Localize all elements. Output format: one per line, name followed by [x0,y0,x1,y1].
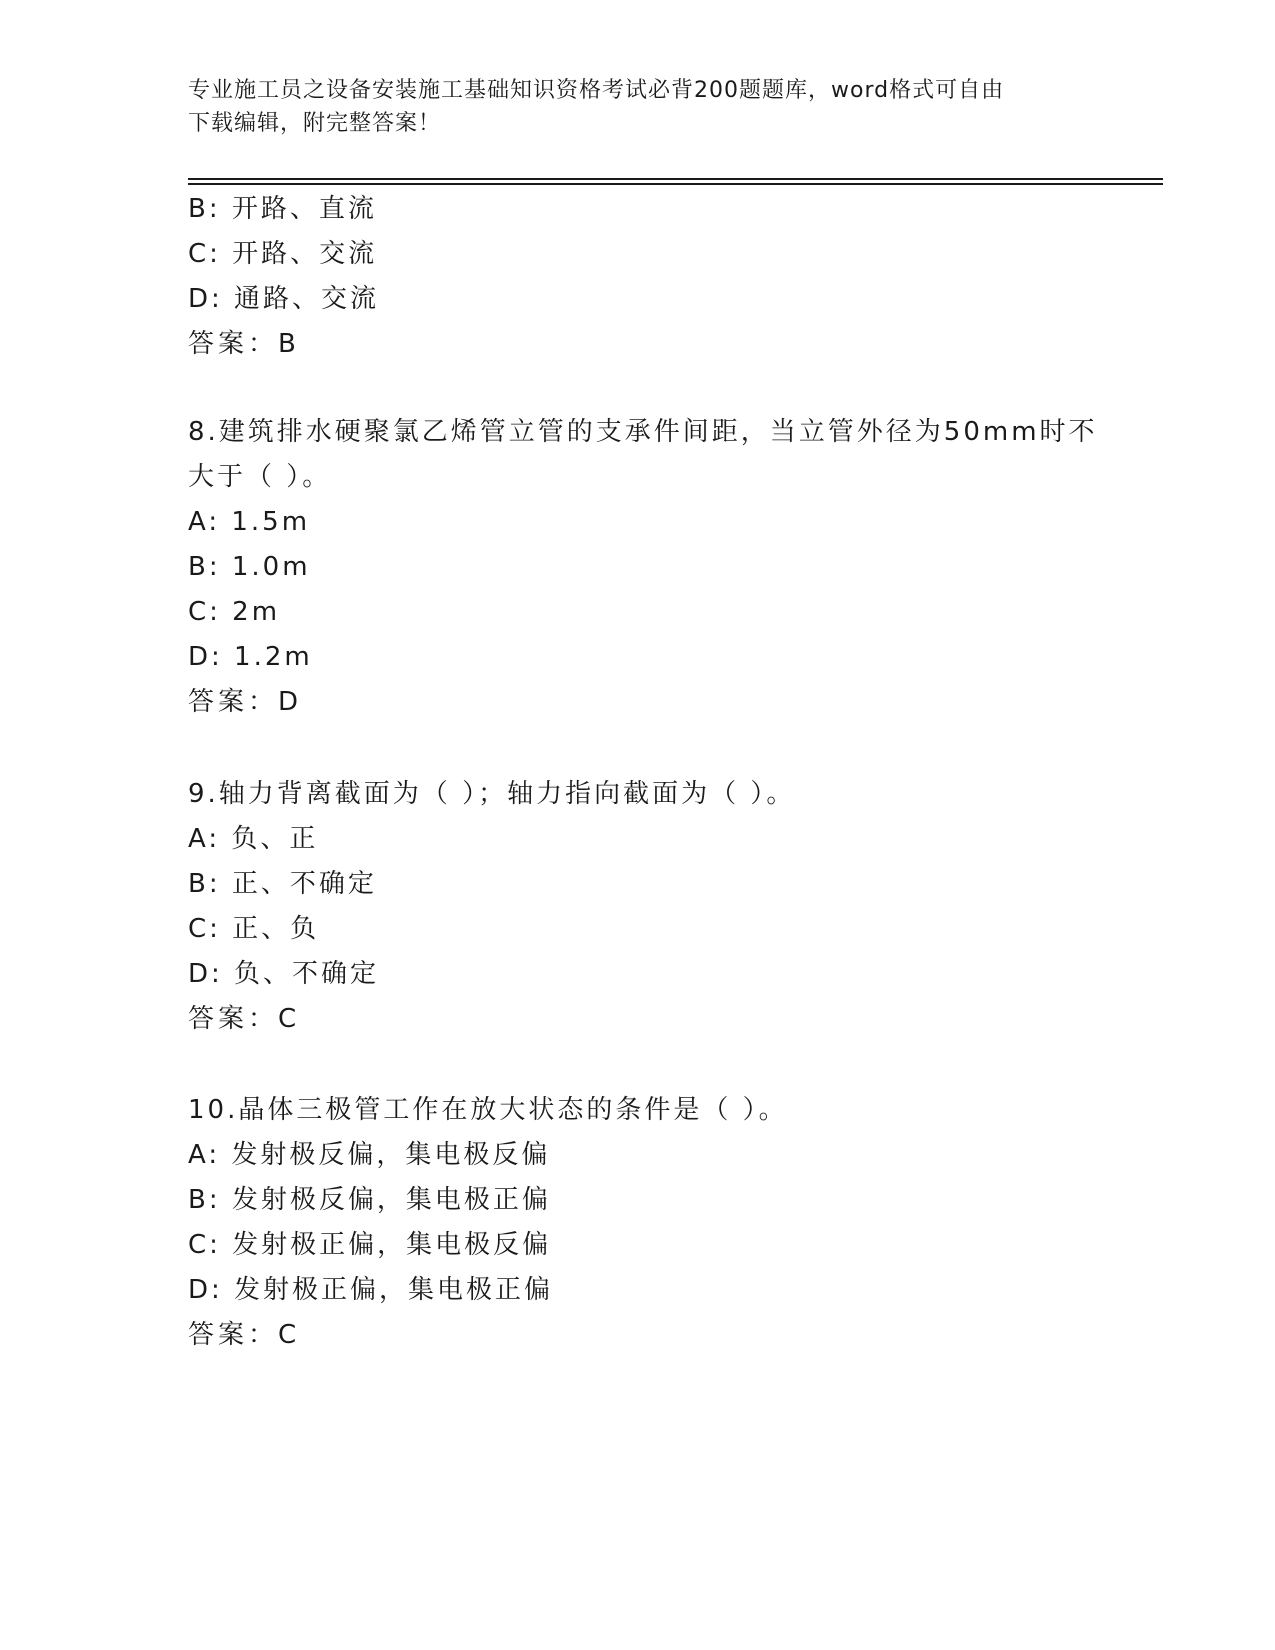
question-9-option-a: A: 负、正 [188,824,319,854]
question-10-option-d: D: 发射极正偏，集电极正偏 [188,1275,554,1305]
answer-label: 答案： [188,1320,279,1350]
question-10-text: 10.晶体三极管工作在放大状态的条件是（ ）。 [188,1095,788,1125]
question-8-text-line-1: 8.建筑排水硬聚氯乙烯管立管的支承件间距，当立管外径为50mm时不 [188,417,1098,447]
header-divider-top [188,178,1163,180]
answer-value: C [278,1320,298,1350]
question-8-answer [188,685,299,719]
option-b: B: 开路、直流 [188,194,377,224]
question-9-option-b: B: 正、不确定 [188,869,377,899]
question-8-option-a: A: 1.5m [188,507,311,537]
document-header [188,74,1088,140]
question-8-option-b: B: 1.0m [188,552,311,582]
option-c: C: 开路、交流 [188,239,378,269]
option-d: D: 通路、交流 [188,284,380,314]
header-title-line-2: 下载编辑，附完整答案！ [188,111,442,136]
question-9-text: 9.轴力背离截面为（ ）；轴力指向截面为（ ）。 [188,779,796,809]
answer-line [188,327,297,361]
answer-value: C [278,1004,298,1034]
question-10-option-c: C: 发射极正偏，集电极反偏 [188,1230,552,1260]
question-9-option-d: D: 负、不确定 [188,959,380,989]
answer-label: 答案： [188,1004,279,1034]
answer-value: B [278,329,297,359]
question-10-answer [188,1318,297,1352]
question-10-option-a: A: 发射极反偏，集电极反偏 [188,1140,551,1170]
question-9-option-c: C: 正、负 [188,914,320,944]
question-8-text-line-2: 大于（ ）。 [188,462,332,492]
header-divider-bottom [188,183,1163,185]
answer-label: 答案： [188,329,279,359]
header-title-line-1: 专业施工员之设备安装施工基础知识资格考试必背200题题库，word格式可自由 [188,78,1005,103]
answer-label: 答案： [188,687,279,717]
answer-value: D [278,687,300,717]
question-8-option-c: C: 2m [188,597,281,627]
question-10-option-b: B: 发射极反偏，集电极正偏 [188,1185,551,1215]
question-9-answer [188,1002,297,1036]
question-8-option-d: D: 1.2m [188,642,313,672]
